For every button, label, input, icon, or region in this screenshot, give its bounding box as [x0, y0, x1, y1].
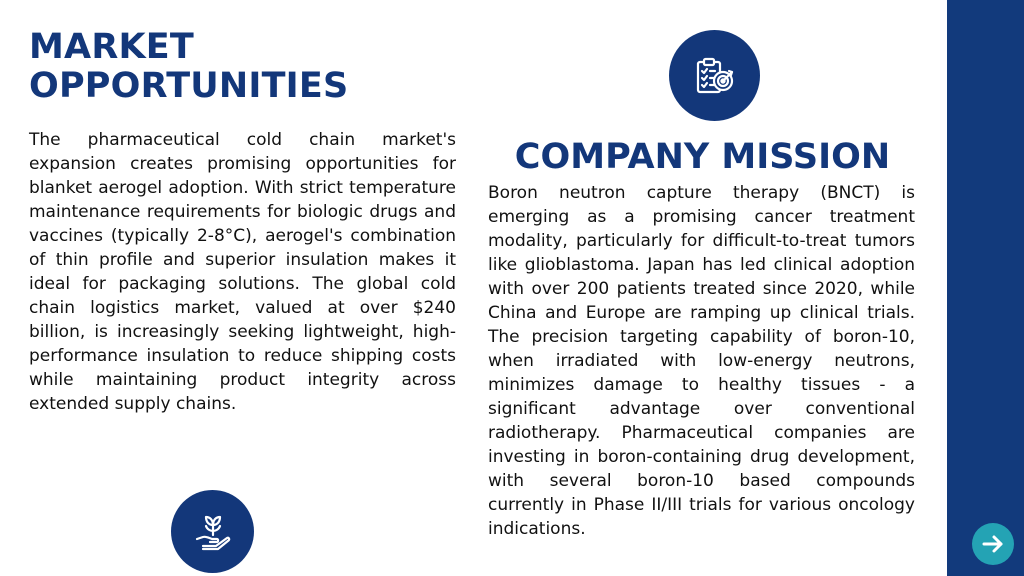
next-slide-button[interactable]	[972, 523, 1014, 565]
company-mission-heading: COMPANY MISSION	[514, 137, 891, 177]
mission-badge	[669, 30, 760, 121]
clipboard-target-icon	[693, 54, 737, 98]
company-mission-text: Boron neutron capture therapy (BNCT) is emerging as a promising cancer treatment modality, particularly for difficult-to-treat tumors like glioblastoma. Japan has led clinical adoption with over 200 patients treated since 2020, while China and Europe are ramping up clinical trials. The precision targeting capability of boron-10, when irradiated with low-energy neutrons, minimizes damage to healthy tissues - a significant advantage over conventional radiotherapy. Pharmaceutical companies are investing in boron-containing drug development, with several boron-10 based compounds currently in Phase II/III trials for various oncology indications.	[488, 183, 915, 539]
market-opportunities-heading: MARKET OPPORTUNITIES	[29, 27, 349, 106]
market-opportunities-text: The pharmaceutical cold chain market's expansion creates promising opportunities for blanket aerogel adoption. With strict temperature maintenance requirements for biologic drugs and vaccines (typically 2-8°C), aerogel's combination of thin profile and superior insulation makes it ideal for packaging solutions. The global cold chain logistics market, valued at over $240 billion, is increasingly seeking lightweight, high-performance insulation to reduce shipping costs while maintaining product integrity across extended supply chains.	[29, 130, 456, 414]
right-accent-bar	[947, 0, 1024, 576]
arrow-right-icon	[980, 531, 1006, 557]
growth-badge	[171, 490, 254, 573]
hand-plant-icon	[192, 511, 234, 553]
